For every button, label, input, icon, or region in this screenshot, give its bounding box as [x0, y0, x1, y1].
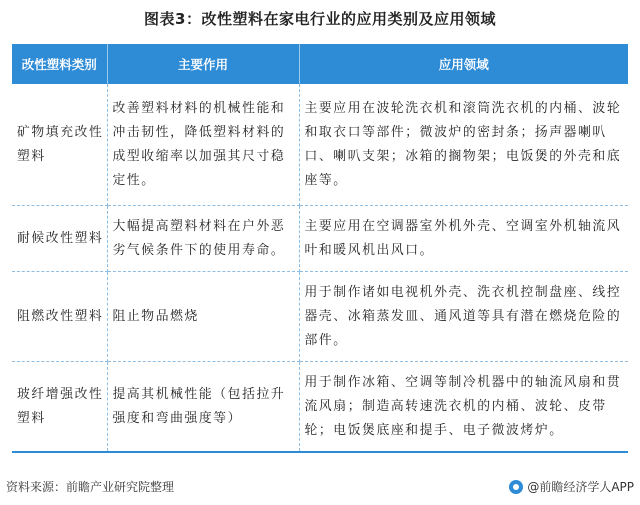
table-row [12, 362, 628, 453]
cell-category: 阻燃改性塑料 [12, 272, 107, 362]
cell-category: 耐候改性塑料 [12, 206, 107, 272]
table-row [12, 272, 628, 362]
cell-function: 改善塑料材料的机械性能和冲击韧性，降低塑料材料的成型收缩率以加强其尺寸稳定性。 [107, 84, 299, 206]
header-application: 应用领域 [299, 44, 628, 84]
page-title: 图表3：改性塑料在家电行业的应用类别及应用领域 [144, 10, 496, 28]
table-row [12, 84, 628, 206]
header-function: 主要作用 [107, 44, 299, 84]
brand-text: @前瞻经济学人APP [527, 480, 634, 494]
header-category: 改性塑料类别 [12, 44, 107, 84]
table-row [12, 206, 628, 272]
cell-function: 提高其机械性能（包括拉升强度和弯曲强度等） [107, 362, 299, 453]
data-table [12, 44, 628, 453]
cell-application: 用于制作诸如电视机外壳、洗衣机控制盘座、线控器壳、冰箱蒸发皿、通风道等具有潜在燃烧危险的部件。 [299, 272, 628, 362]
cell-category: 玻纤增强改性塑料 [12, 362, 107, 453]
cell-application: 用于制作冰箱、空调等制冷机器中的轴流风扇和贯流风扇；制造高转速洗衣机的内桶、波轮、皮带轮；电饭煲底座和提手、电子微波烤炉。 [299, 362, 628, 453]
cell-function: 阻止物品燃烧 [107, 272, 299, 362]
cell-application: 主要应用在波轮洗衣机和滚筒洗衣机的内桶、波轮和取衣口等部件；微波炉的密封条；扬声器喇叭口、喇叭支架；冰箱的搁物架；电饭煲的外壳和底座等。 [299, 84, 628, 206]
table-header-row [12, 44, 628, 84]
brand-logo-icon [509, 480, 523, 494]
brand-credit [509, 478, 634, 495]
cell-category: 矿物填充改性塑料 [12, 84, 107, 206]
cell-application: 主要应用在空调器室外机外壳、空调室外机轴流风叶和暖风机出风口。 [299, 206, 628, 272]
source-note: 资料来源：前瞻产业研究院整理 [6, 480, 175, 494]
cell-function: 大幅提高塑料材料在户外恶劣气候条件下的使用寿命。 [107, 206, 299, 272]
footer [0, 478, 640, 498]
